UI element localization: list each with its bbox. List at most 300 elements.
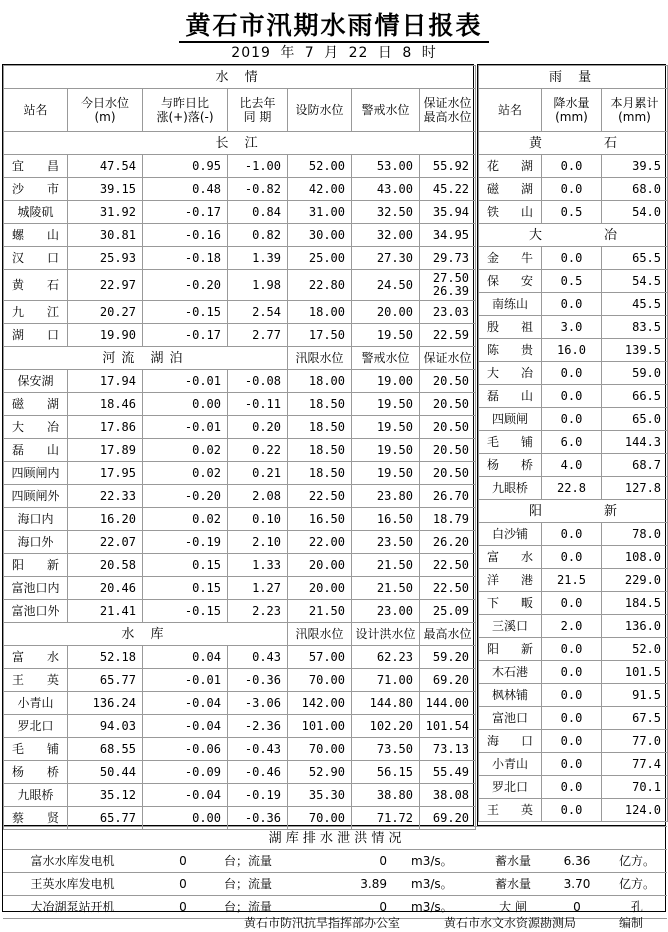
- table-cell: 22.33: [68, 485, 143, 508]
- table-cell: 35.94: [420, 201, 476, 224]
- table-cell: 144.80: [352, 692, 420, 715]
- table-cell: -0.46: [228, 761, 288, 784]
- monthly-total-cell: 67.5: [602, 707, 668, 730]
- station-name: 磁 湖: [487, 181, 533, 196]
- table-cell: 18.00: [288, 301, 352, 324]
- station-name-cell: 三溪口: [479, 615, 542, 638]
- table-row: [479, 431, 668, 454]
- table-cell: 69.20: [420, 807, 476, 830]
- station-name: 殷 祖: [487, 319, 533, 334]
- table-cell: 50.44: [68, 761, 143, 784]
- rainfall-cell: 21.5: [542, 569, 602, 592]
- rainfall-cell: 3.0: [542, 316, 602, 339]
- station-name-cell: 罗北口: [479, 776, 542, 799]
- rainfall-cell: 0.0: [542, 707, 602, 730]
- table-cell: 23.50: [352, 531, 420, 554]
- station-name: 磊 山: [487, 388, 533, 403]
- group-sub-header: 保证水位: [420, 347, 476, 370]
- table-cell: 27.30: [352, 247, 420, 270]
- station-name-cell: [4, 738, 68, 761]
- column-header: 设防水位: [288, 89, 352, 132]
- flow-unit: m3/s。: [411, 896, 479, 919]
- table-cell: -0.43: [228, 738, 288, 761]
- water-group-header-row: [4, 347, 476, 370]
- storage-unit: 孔: [607, 896, 667, 919]
- table-cell: 32.00: [352, 224, 420, 247]
- table-cell: 23.00: [352, 600, 420, 623]
- table-cell: -0.01: [143, 669, 228, 692]
- station-name-cell: [479, 730, 542, 753]
- column-header: 站名: [479, 89, 542, 132]
- table-row: [479, 753, 668, 776]
- rainfall-cell: 6.0: [542, 431, 602, 454]
- table-cell: 21.50: [352, 577, 420, 600]
- station-name-cell: 白沙铺: [479, 523, 542, 546]
- table-cell: 17.89: [68, 439, 143, 462]
- table-cell: 19.50: [352, 416, 420, 439]
- table-cell: 47.54: [68, 155, 143, 178]
- table-cell: 16.50: [352, 508, 420, 531]
- station-name-cell: 海口外: [4, 531, 68, 554]
- station-name-cell: 南练山: [479, 293, 542, 316]
- table-cell: 19.90: [68, 324, 143, 347]
- station-name-cell: 保安湖: [4, 370, 68, 393]
- station-name: 保 安: [487, 273, 533, 288]
- station-name-cell: [479, 546, 542, 569]
- table-cell: 0.95: [143, 155, 228, 178]
- column-header: 比去年 同 期: [228, 89, 288, 132]
- table-cell: 19.50: [352, 393, 420, 416]
- station-name: 阳 新: [487, 641, 533, 656]
- table-cell: 20.27: [68, 301, 143, 324]
- table-cell: 22.97: [68, 270, 143, 301]
- rainfall-cell: 0.0: [542, 638, 602, 661]
- table-cell: 16.20: [68, 508, 143, 531]
- station-name: 汉 口: [12, 250, 59, 265]
- table-cell: 35.30: [288, 784, 352, 807]
- station-name-cell: [4, 324, 68, 347]
- table-row: [4, 270, 476, 301]
- drainage-name: 富水水库发电机: [3, 850, 142, 873]
- station-name-cell: [4, 247, 68, 270]
- table-row: [479, 385, 668, 408]
- station-name: 洋 港: [487, 572, 533, 587]
- rainfall-cell: 0.0: [542, 155, 602, 178]
- table-cell: 25.09: [420, 600, 476, 623]
- table-row: [479, 684, 668, 707]
- table-cell: 16.50: [288, 508, 352, 531]
- group-label: [479, 132, 668, 155]
- station-name-cell: [4, 416, 68, 439]
- group-label-text: 黄 石: [529, 135, 618, 151]
- station-name-cell: 九眼桥: [479, 477, 542, 500]
- table-cell: 1.27: [228, 577, 288, 600]
- table-row: [4, 554, 476, 577]
- table-cell: 35.12: [68, 784, 143, 807]
- table-cell: 25.00: [288, 247, 352, 270]
- water-level-table: [3, 65, 476, 830]
- station-name-cell: 四顾闸内: [4, 462, 68, 485]
- column-header: 今日水位 (m): [68, 89, 143, 132]
- rainfall-cell: 0.0: [542, 385, 602, 408]
- table-cell: 2.08: [228, 485, 288, 508]
- monthly-total-cell: 66.5: [602, 385, 668, 408]
- storage-value: 3.70: [547, 873, 607, 896]
- table-cell: 1.33: [228, 554, 288, 577]
- table-cell: 52.90: [288, 761, 352, 784]
- table-row: [479, 247, 668, 270]
- table-cell: 0.22: [228, 439, 288, 462]
- table-cell: 20.46: [68, 577, 143, 600]
- table-cell: 101.00: [288, 715, 352, 738]
- table-cell: 102.20: [352, 715, 420, 738]
- table-cell: 55.92: [420, 155, 476, 178]
- station-name: 黄 石: [12, 277, 59, 292]
- table-cell: 31.00: [288, 201, 352, 224]
- table-row: [479, 178, 668, 201]
- table-cell: 30.81: [68, 224, 143, 247]
- group-label: 长 江: [4, 132, 476, 155]
- flow-value: 3.89: [288, 873, 411, 896]
- table-cell: 21.50: [288, 600, 352, 623]
- rainfall-cell: 2.0: [542, 615, 602, 638]
- table-cell: -3.06: [228, 692, 288, 715]
- station-name-cell: [4, 224, 68, 247]
- monthly-total-cell: 54.5: [602, 270, 668, 293]
- table-cell: 20.50: [420, 370, 476, 393]
- table-row: [4, 715, 476, 738]
- station-name: 富 水: [12, 649, 59, 664]
- table-cell: 20.00: [288, 577, 352, 600]
- station-name-cell: 小青山: [479, 753, 542, 776]
- table-cell: 25.93: [68, 247, 143, 270]
- station-name: 铁 山: [487, 204, 533, 219]
- unit-flow-label: 台；流量: [224, 850, 288, 873]
- table-cell: 1.98: [228, 270, 288, 301]
- table-row: [479, 707, 668, 730]
- table-cell: 19.00: [352, 370, 420, 393]
- unit-count: 0: [142, 850, 224, 873]
- table-cell: 73.13: [420, 738, 476, 761]
- drainage-title-row: [3, 827, 667, 850]
- table-cell: -0.20: [143, 485, 228, 508]
- table-cell: 0.21: [228, 462, 288, 485]
- table-cell: 142.00: [288, 692, 352, 715]
- table-row: [4, 301, 476, 324]
- table-row: [4, 324, 476, 347]
- table-row: [479, 592, 668, 615]
- station-name-cell: [479, 155, 542, 178]
- storage-label: 蓄水量: [479, 850, 547, 873]
- table-row: [4, 178, 476, 201]
- table-cell: 24.50: [352, 270, 420, 301]
- rainfall-panel: [477, 64, 666, 826]
- storage-unit: 亿方。: [607, 873, 667, 896]
- table-row: [479, 454, 668, 477]
- table-row: [479, 155, 668, 178]
- table-row: [4, 531, 476, 554]
- station-name-cell: 九眼桥: [4, 784, 68, 807]
- drainage-panel: [2, 826, 666, 912]
- group-sub-header: 汛限水位: [288, 623, 352, 646]
- station-name-cell: 城陵矶: [4, 201, 68, 224]
- rain-column-header-row: [479, 89, 668, 132]
- table-cell: 0.04: [143, 646, 228, 669]
- monthly-total-cell: 78.0: [602, 523, 668, 546]
- drainage-row: [3, 850, 667, 873]
- table-cell: 101.54: [420, 715, 476, 738]
- rainfall-cell: 0.0: [542, 293, 602, 316]
- table-cell: -0.15: [143, 600, 228, 623]
- station-name-cell: [479, 638, 542, 661]
- table-row: [4, 462, 476, 485]
- monthly-total-cell: 65.5: [602, 247, 668, 270]
- report-footer: [0, 914, 668, 932]
- table-cell: 17.94: [68, 370, 143, 393]
- table-cell: 38.08: [420, 784, 476, 807]
- table-cell: 26.70: [420, 485, 476, 508]
- table-cell: 39.15: [68, 178, 143, 201]
- table-cell: 18.00: [288, 370, 352, 393]
- station-name-cell: [4, 554, 68, 577]
- table-cell: 70.00: [288, 807, 352, 830]
- monthly-total-cell: 77.4: [602, 753, 668, 776]
- table-cell: 53.00: [352, 155, 420, 178]
- report-date: 2019 年 7 月 22 日 8 时: [231, 45, 437, 61]
- table-row: [479, 546, 668, 569]
- station-name-cell: 枫林铺: [479, 684, 542, 707]
- station-name-cell: [479, 799, 542, 822]
- table-row: [479, 638, 668, 661]
- table-cell: 22.50: [420, 554, 476, 577]
- station-name: 大 冶: [487, 365, 533, 380]
- group-label: [479, 224, 668, 247]
- table-cell: -0.20: [143, 270, 228, 301]
- table-cell: 0.02: [143, 508, 228, 531]
- group-label: [479, 500, 668, 523]
- column-header: 降水量 (mm): [542, 89, 602, 132]
- group-sub-header: 汛限水位: [288, 347, 352, 370]
- table-cell: -2.36: [228, 715, 288, 738]
- table-cell: 29.73: [420, 247, 476, 270]
- monthly-total-cell: 91.5: [602, 684, 668, 707]
- table-row: [479, 201, 668, 224]
- rain-section-header-row: [479, 66, 668, 89]
- table-row: [479, 661, 668, 684]
- table-cell: 94.03: [68, 715, 143, 738]
- column-header: 本月累计 (mm): [602, 89, 668, 132]
- table-cell: -0.36: [228, 669, 288, 692]
- monthly-total-cell: 101.5: [602, 661, 668, 684]
- station-name-cell: [479, 316, 542, 339]
- group-sub-header: 警戒水位: [352, 347, 420, 370]
- monthly-total-cell: 70.1: [602, 776, 668, 799]
- station-name-cell: 富池口: [479, 707, 542, 730]
- table-cell: 19.50: [352, 324, 420, 347]
- table-cell: 0.82: [228, 224, 288, 247]
- station-name: 阳 新: [12, 557, 59, 572]
- group-label-text: 阳 新: [529, 503, 618, 519]
- table-cell: -0.17: [143, 201, 228, 224]
- rainfall-cell: 0.5: [542, 270, 602, 293]
- rainfall-cell: 0.0: [542, 684, 602, 707]
- group-label: 河流 湖泊: [4, 347, 288, 370]
- station-name: 磁 湖: [12, 396, 59, 411]
- station-name: 王 英: [12, 672, 59, 687]
- table-cell: 56.15: [352, 761, 420, 784]
- unit-count: 0: [142, 896, 224, 919]
- table-cell: 19.50: [352, 439, 420, 462]
- station-name-cell: [479, 592, 542, 615]
- monthly-total-cell: 139.5: [602, 339, 668, 362]
- monthly-total-cell: 52.0: [602, 638, 668, 661]
- table-cell: -0.15: [143, 301, 228, 324]
- station-name: 毛 铺: [487, 434, 533, 449]
- table-cell: 52.18: [68, 646, 143, 669]
- table-cell: 20.50: [420, 462, 476, 485]
- table-cell: 0.43: [228, 646, 288, 669]
- monthly-total-cell: 68.0: [602, 178, 668, 201]
- table-cell: -0.01: [143, 416, 228, 439]
- storage-value: 6.36: [547, 850, 607, 873]
- column-header: 站名: [4, 89, 68, 132]
- table-cell: 22.50: [288, 485, 352, 508]
- table-cell: 21.50: [352, 554, 420, 577]
- table-cell: 70.00: [288, 738, 352, 761]
- monthly-total-cell: 124.0: [602, 799, 668, 822]
- station-name-cell: [479, 201, 542, 224]
- water-column-header-row: [4, 89, 476, 132]
- rainfall-cell: 0.0: [542, 523, 602, 546]
- rainfall-cell: 0.0: [542, 592, 602, 615]
- table-cell: 23.03: [420, 301, 476, 324]
- station-name: 杨 桥: [487, 457, 533, 472]
- table-cell: 17.50: [288, 324, 352, 347]
- table-cell: 18.46: [68, 393, 143, 416]
- rainfall-cell: 0.0: [542, 776, 602, 799]
- rainfall-cell: 0.0: [542, 178, 602, 201]
- station-name-cell: [479, 569, 542, 592]
- drainage-row: [3, 873, 667, 896]
- table-cell: 52.00: [288, 155, 352, 178]
- station-name-cell: 富池口内: [4, 577, 68, 600]
- water-group-header-row: [4, 132, 476, 155]
- table-row: [479, 270, 668, 293]
- flow-value: 0: [288, 850, 411, 873]
- table-row: [4, 224, 476, 247]
- station-name-cell: 木石港: [479, 661, 542, 684]
- station-name: 九 江: [12, 304, 59, 319]
- table-row: [479, 408, 668, 431]
- station-name-cell: 四顾闸外: [4, 485, 68, 508]
- table-cell: 20.00: [288, 554, 352, 577]
- table-row: [4, 439, 476, 462]
- table-cell: 17.95: [68, 462, 143, 485]
- table-cell: 20.50: [420, 439, 476, 462]
- drainage-title: 湖 库 排 水 泄 洪 情 况: [3, 827, 667, 850]
- table-cell: 73.50: [352, 738, 420, 761]
- table-cell: 18.50: [288, 439, 352, 462]
- station-name-cell: [4, 393, 68, 416]
- table-cell: 18.50: [288, 393, 352, 416]
- table-cell: 0.02: [143, 439, 228, 462]
- station-name: 陈 贵: [487, 342, 533, 357]
- monthly-total-cell: 144.3: [602, 431, 668, 454]
- rain-group-header-row: [479, 500, 668, 523]
- table-row: [4, 393, 476, 416]
- table-row: [479, 362, 668, 385]
- monthly-total-cell: 184.5: [602, 592, 668, 615]
- table-cell: 22.07: [68, 531, 143, 554]
- table-cell: 42.00: [288, 178, 352, 201]
- station-name-cell: [4, 270, 68, 301]
- table-row: [479, 316, 668, 339]
- monthly-total-cell: 39.5: [602, 155, 668, 178]
- table-row: [479, 523, 668, 546]
- table-cell: 27.50 26.39: [420, 270, 476, 301]
- table-row: [479, 569, 668, 592]
- table-cell: 26.20: [420, 531, 476, 554]
- table-cell: -0.19: [143, 531, 228, 554]
- table-cell: 0.15: [143, 554, 228, 577]
- station-name: 大 冶: [12, 419, 59, 434]
- footer-compiled-label: 编制: [619, 916, 644, 930]
- station-name-cell: [4, 439, 68, 462]
- table-cell: 18.79: [420, 508, 476, 531]
- station-name: 毛 铺: [12, 741, 59, 756]
- station-name: 沙 市: [12, 181, 59, 196]
- station-name: 宜 昌: [12, 158, 59, 173]
- table-cell: 59.20: [420, 646, 476, 669]
- table-row: [479, 339, 668, 362]
- table-cell: -0.08: [228, 370, 288, 393]
- monthly-total-cell: 65.0: [602, 408, 668, 431]
- table-cell: 20.58: [68, 554, 143, 577]
- column-header: 警戒水位: [352, 89, 420, 132]
- table-cell: 144.00: [420, 692, 476, 715]
- table-cell: -0.01: [143, 370, 228, 393]
- table-cell: -1.00: [228, 155, 288, 178]
- table-cell: 34.95: [420, 224, 476, 247]
- table-cell: 71.72: [352, 807, 420, 830]
- table-cell: 0.48: [143, 178, 228, 201]
- table-cell: 1.39: [228, 247, 288, 270]
- station-name-cell: [479, 339, 542, 362]
- table-row: [4, 600, 476, 623]
- table-cell: -0.17: [143, 324, 228, 347]
- flow-unit: m3/s。: [411, 873, 479, 896]
- rainfall-cell: 4.0: [542, 454, 602, 477]
- table-row: [4, 155, 476, 178]
- water-section-header-row: [4, 66, 476, 89]
- table-cell: 18.50: [288, 416, 352, 439]
- monthly-total-cell: 77.0: [602, 730, 668, 753]
- table-cell: 136.24: [68, 692, 143, 715]
- table-row: [4, 692, 476, 715]
- monthly-total-cell: 83.5: [602, 316, 668, 339]
- table-row: [4, 416, 476, 439]
- table-cell: -0.19: [228, 784, 288, 807]
- table-cell: 0.84: [228, 201, 288, 224]
- table-row: [4, 370, 476, 393]
- table-row: [479, 730, 668, 753]
- table-row: [479, 615, 668, 638]
- table-row: [4, 247, 476, 270]
- station-name: 螺 山: [12, 227, 59, 242]
- table-cell: -0.06: [143, 738, 228, 761]
- station-name-cell: 海口内: [4, 508, 68, 531]
- station-name-cell: [479, 385, 542, 408]
